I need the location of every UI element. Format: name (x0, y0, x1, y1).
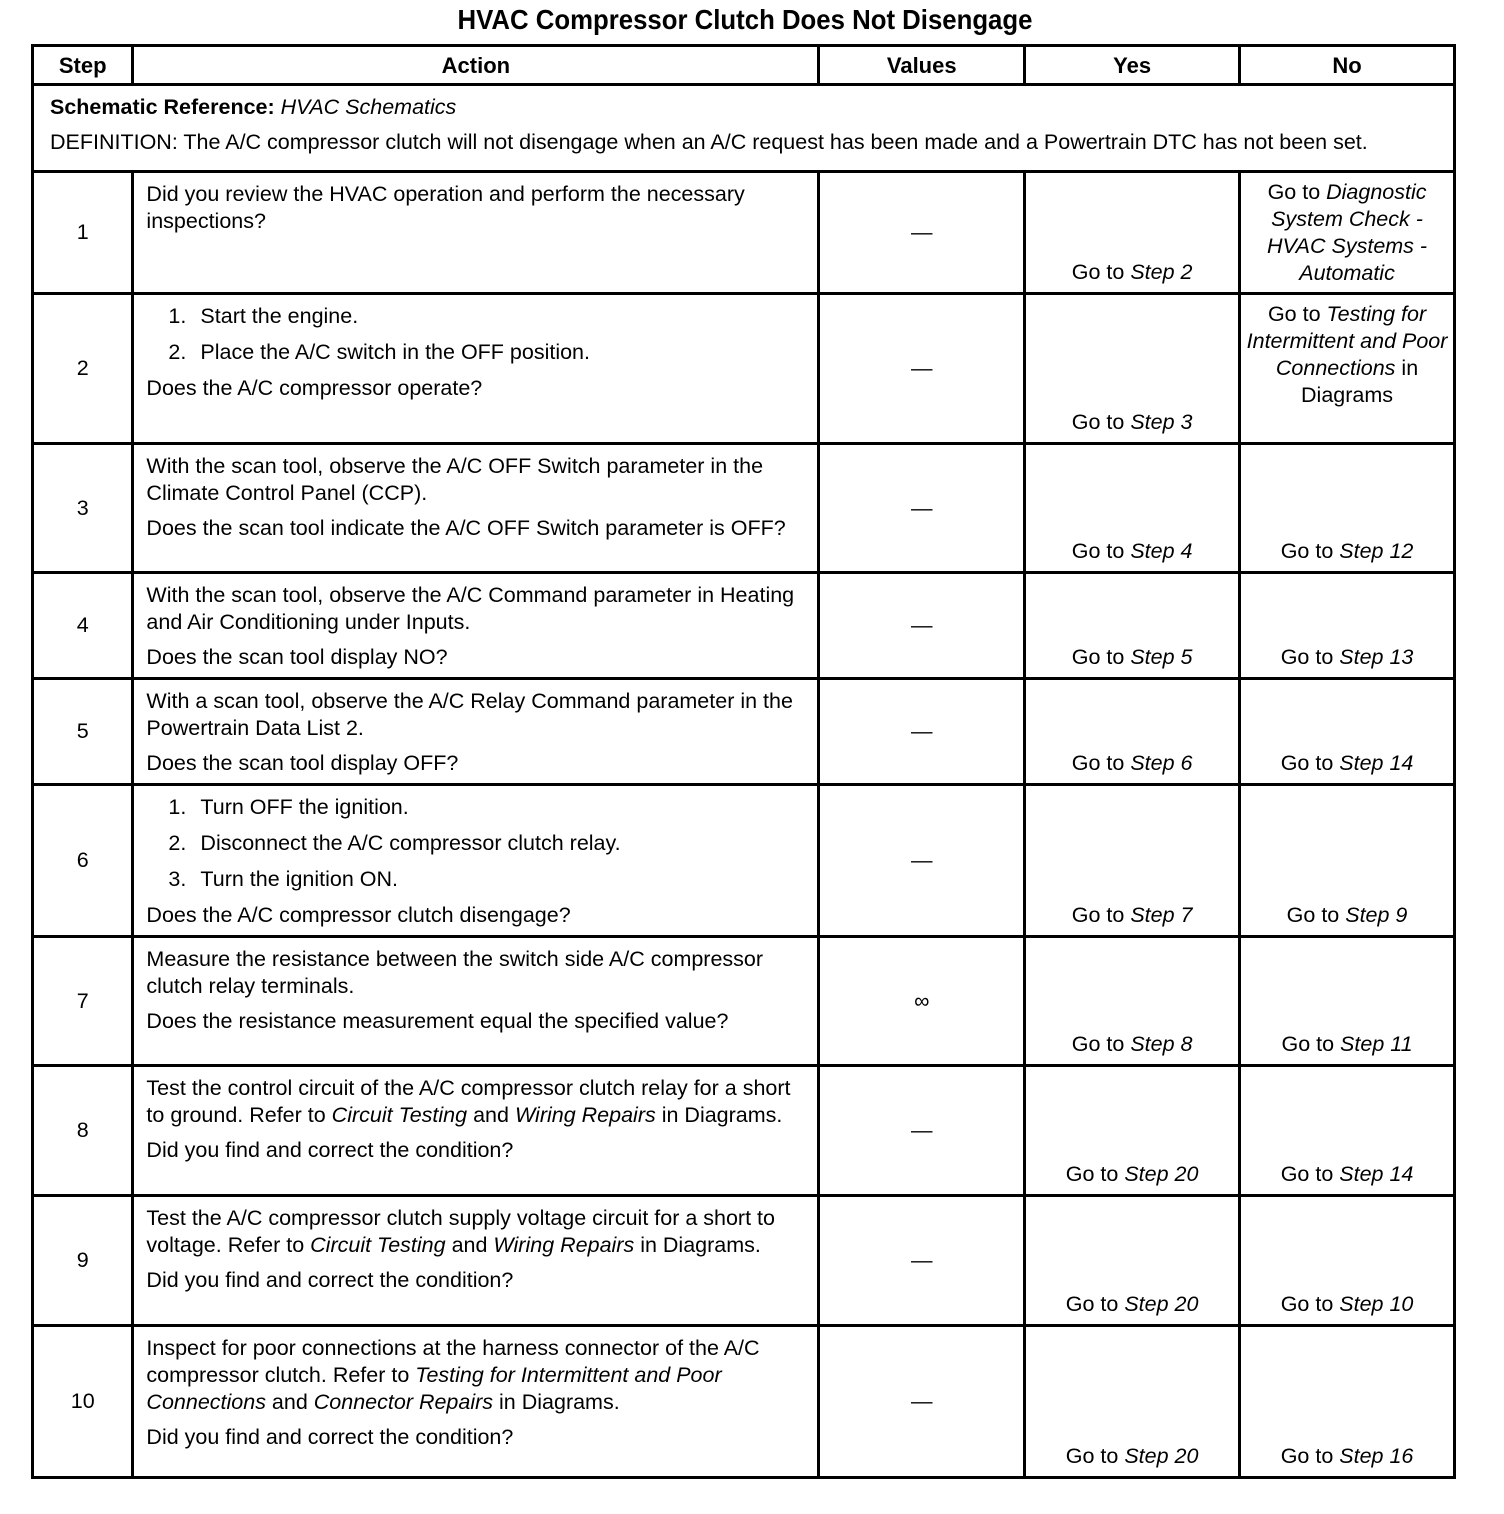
step-number: 8 (33, 1066, 133, 1196)
reference-link[interactable]: Testing for Intermittent and Poor Connections (146, 1363, 722, 1414)
action-text: Test the A/C compressor clutch supply voltage circuit for a short to voltage. Refer to (146, 1206, 775, 1257)
goto-text: Go to (1065, 1292, 1125, 1316)
step-row (33, 172, 1455, 294)
step-number: 6 (33, 785, 133, 937)
value-cell: — (819, 294, 1025, 444)
yes-cell (1025, 444, 1240, 573)
goto-suffix: in Diagrams (1301, 356, 1419, 407)
header-row (33, 46, 1455, 85)
goto-text: Go to (1281, 1032, 1341, 1056)
step-number: 4 (33, 573, 133, 679)
reference-link[interactable]: Connector Repairs (313, 1390, 494, 1414)
action-instruction (146, 1335, 807, 1416)
action-instruction: Measure the resistance between the switch side A/C compressor clutch relay terminals. (146, 947, 764, 998)
no-link[interactable]: Step 13 (1339, 645, 1414, 669)
no-link[interactable]: Step 11 (1340, 1032, 1413, 1056)
header-values: Values (819, 46, 1025, 85)
reference-link[interactable]: Circuit Testing (331, 1103, 468, 1127)
yes-link[interactable]: Step 6 (1130, 751, 1193, 775)
yes-cell (1025, 1326, 1240, 1478)
action-question: Does the resistance measurement equal the specified value? (146, 1009, 729, 1033)
goto-text: Go to (1071, 539, 1131, 563)
action-text: Test the control circuit of the A/C compressor clutch relay for a short to ground. Refer to (146, 1076, 791, 1127)
goto-text: Go to (1267, 302, 1327, 326)
goto-text: Go to (1280, 1162, 1340, 1186)
step-row (33, 1066, 1455, 1196)
yes-cell (1025, 679, 1240, 785)
list-number: 1. (168, 304, 187, 328)
goto-text: Go to (1071, 903, 1131, 927)
yes-link[interactable]: Step 2 (1130, 260, 1193, 284)
yes-link[interactable]: Step 8 (1130, 1032, 1193, 1056)
no-cell (1240, 785, 1455, 937)
value-cell: — (819, 1066, 1025, 1196)
action-question: Did you find and correct the condition? (146, 1138, 514, 1162)
goto-text: Go to (1071, 260, 1131, 284)
action-list-item (146, 866, 807, 893)
yes-cell (1025, 172, 1240, 294)
action-cell (133, 444, 819, 573)
action-instruction (146, 1205, 807, 1259)
step-row (33, 294, 1455, 444)
action-question: Did you find and correct the condition? (146, 1425, 514, 1449)
goto-text: Go to (1071, 1032, 1131, 1056)
yes-link[interactable]: Step 20 (1124, 1292, 1199, 1316)
action-question: Does the A/C compressor operate? (146, 376, 483, 400)
goto-text: Go to (1071, 410, 1131, 434)
yes-cell (1025, 294, 1240, 444)
action-instruction (146, 1075, 807, 1129)
goto-text: Go to (1071, 751, 1131, 775)
no-link[interactable]: Testing for Intermittent and Poor Connections (1246, 302, 1448, 380)
no-cell (1240, 573, 1455, 679)
yes-cell (1025, 1196, 1240, 1326)
action-cell (133, 679, 819, 785)
yes-cell (1025, 785, 1240, 937)
header-no: No (1240, 46, 1455, 85)
action-list-item (146, 303, 807, 330)
yes-cell (1025, 937, 1240, 1066)
step-number: 2 (33, 294, 133, 444)
step-row (33, 1326, 1455, 1478)
step-row (33, 785, 1455, 937)
value-cell: — (819, 1326, 1025, 1478)
reference-link[interactable]: Wiring Repairs (514, 1103, 656, 1127)
action-list-item (146, 830, 807, 857)
value-cell: — (819, 172, 1025, 294)
list-number: 2. (168, 340, 187, 364)
page-title: HVAC Compressor Clutch Does Not Disengage (457, 4, 1033, 35)
header-yes: Yes (1025, 46, 1240, 85)
value-cell: — (819, 444, 1025, 573)
yes-link[interactable]: Step 20 (1124, 1444, 1199, 1468)
schematic-reference (50, 94, 1437, 121)
diagnostic-table (31, 44, 1456, 1479)
action-cell (133, 1326, 819, 1478)
list-number: 1. (168, 795, 187, 819)
header-step: Step (33, 46, 133, 85)
action-instruction: With a scan tool, observe the A/C Relay Command parameter in the Powertrain Data List 2. (146, 689, 793, 740)
value-cell: — (819, 679, 1025, 785)
value-cell: — (819, 785, 1025, 937)
action-text: and (445, 1233, 494, 1257)
no-link[interactable]: Step 16 (1339, 1444, 1414, 1468)
yes-link[interactable]: Step 7 (1130, 903, 1193, 927)
no-cell (1240, 444, 1455, 573)
no-link[interactable]: Go to Diagnostic System Check - HVAC Systems - Automatic (1266, 180, 1428, 285)
action-instruction: With the scan tool, observe the A/C Command parameter in Heating and Air Conditioning under Inputs. (146, 583, 795, 634)
action-question: Does the scan tool indicate the A/C OFF Switch parameter is OFF? (146, 516, 786, 540)
yes-link[interactable]: Step 5 (1130, 645, 1193, 669)
goto-text: Go to (1280, 645, 1340, 669)
action-text: and (265, 1390, 314, 1414)
no-cell (1240, 1066, 1455, 1196)
no-cell (1240, 937, 1455, 1066)
goto-text: Go to (1286, 903, 1346, 927)
step-row (33, 937, 1455, 1066)
step-number: 10 (33, 1326, 133, 1478)
goto-text: Go to (1280, 1292, 1340, 1316)
action-cell (133, 937, 819, 1066)
list-text: Place the A/C switch in the OFF position. (200, 340, 590, 364)
list-text: Turn OFF the ignition. (200, 795, 409, 819)
no-cell (1240, 294, 1455, 444)
value-cell: — (819, 573, 1025, 679)
reference-link[interactable]: Circuit Testing (310, 1233, 446, 1257)
list-number: 2. (168, 831, 187, 855)
schematic-reference-link[interactable]: HVAC Schematics (280, 95, 457, 119)
goto-text: Go to (1065, 1444, 1125, 1468)
action-question: Does the scan tool display NO? (146, 645, 448, 669)
action-question: Did you review the HVAC operation and perform the necessary inspections? (146, 182, 745, 233)
action-question: Did you find and correct the condition? (146, 1268, 514, 1292)
action-cell (133, 294, 819, 444)
yes-cell (1025, 573, 1240, 679)
step-row (33, 444, 1455, 573)
action-cell (133, 785, 819, 937)
reference-cell (33, 85, 1455, 172)
action-instruction: With the scan tool, observe the A/C OFF Switch parameter in the Climate Control Panel (CCP). (146, 454, 764, 505)
goto-text: Go to (1280, 751, 1340, 775)
goto-text: Go to (1280, 539, 1340, 563)
definition-text: DEFINITION: The A/C compressor clutch will not disengage when an A/C request has been made and a Powertrain DTC has not been set. (50, 130, 1368, 154)
step-row (33, 573, 1455, 679)
no-link[interactable]: Step 9 (1345, 903, 1408, 927)
header-action: Action (133, 46, 819, 85)
no-link[interactable]: Step 14 (1339, 751, 1414, 775)
value-cell: — (819, 1196, 1025, 1326)
action-list-item (146, 794, 807, 821)
no-cell (1240, 172, 1455, 294)
yes-link[interactable]: Step 4 (1130, 539, 1193, 563)
yes-link[interactable]: Step 20 (1124, 1162, 1199, 1186)
list-number: 3. (168, 867, 187, 891)
no-cell (1240, 1196, 1455, 1326)
action-text: and (467, 1103, 515, 1127)
action-text: in Diagrams. (655, 1103, 783, 1127)
value-cell: ∞ (819, 937, 1025, 1066)
step-row (33, 1196, 1455, 1326)
list-text: Disconnect the A/C compressor clutch relay. (200, 831, 621, 855)
no-link[interactable]: Step 12 (1339, 539, 1414, 563)
step-number: 3 (33, 444, 133, 573)
list-text: Turn the ignition ON. (200, 867, 398, 891)
no-cell (1240, 679, 1455, 785)
step-number: 1 (33, 172, 133, 294)
no-link[interactable]: Step 14 (1339, 1162, 1414, 1186)
yes-link[interactable]: Step 3 (1130, 410, 1193, 434)
step-row (33, 679, 1455, 785)
action-text: in Diagrams. (493, 1390, 620, 1414)
yes-cell (1025, 1066, 1240, 1196)
action-list-item (146, 339, 807, 366)
action-question: Does the scan tool display OFF? (146, 751, 459, 775)
reference-link[interactable]: Wiring Repairs (493, 1233, 635, 1257)
goto-text: Go to (1071, 645, 1131, 669)
action-question: Does the A/C compressor clutch disengage? (146, 903, 571, 927)
goto-text: Go to (1065, 1162, 1125, 1186)
schematic-reference-label: Schematic Reference: (50, 95, 275, 119)
list-text: Start the engine. (200, 304, 359, 328)
no-cell (1240, 1326, 1455, 1478)
reference-row (33, 85, 1455, 172)
step-number: 7 (33, 937, 133, 1066)
action-text: Inspect for poor connections at the harness connector of the A/C compressor clutch. Refer to (146, 1336, 760, 1387)
goto-text: Go to (1280, 1444, 1340, 1468)
action-cell (133, 573, 819, 679)
step-number: 5 (33, 679, 133, 785)
action-text: in Diagrams. (634, 1233, 761, 1257)
step-number: 9 (33, 1196, 133, 1326)
action-cell (133, 1066, 819, 1196)
action-cell (133, 1196, 819, 1326)
action-cell (133, 172, 819, 294)
no-link[interactable]: Step 10 (1339, 1292, 1414, 1316)
